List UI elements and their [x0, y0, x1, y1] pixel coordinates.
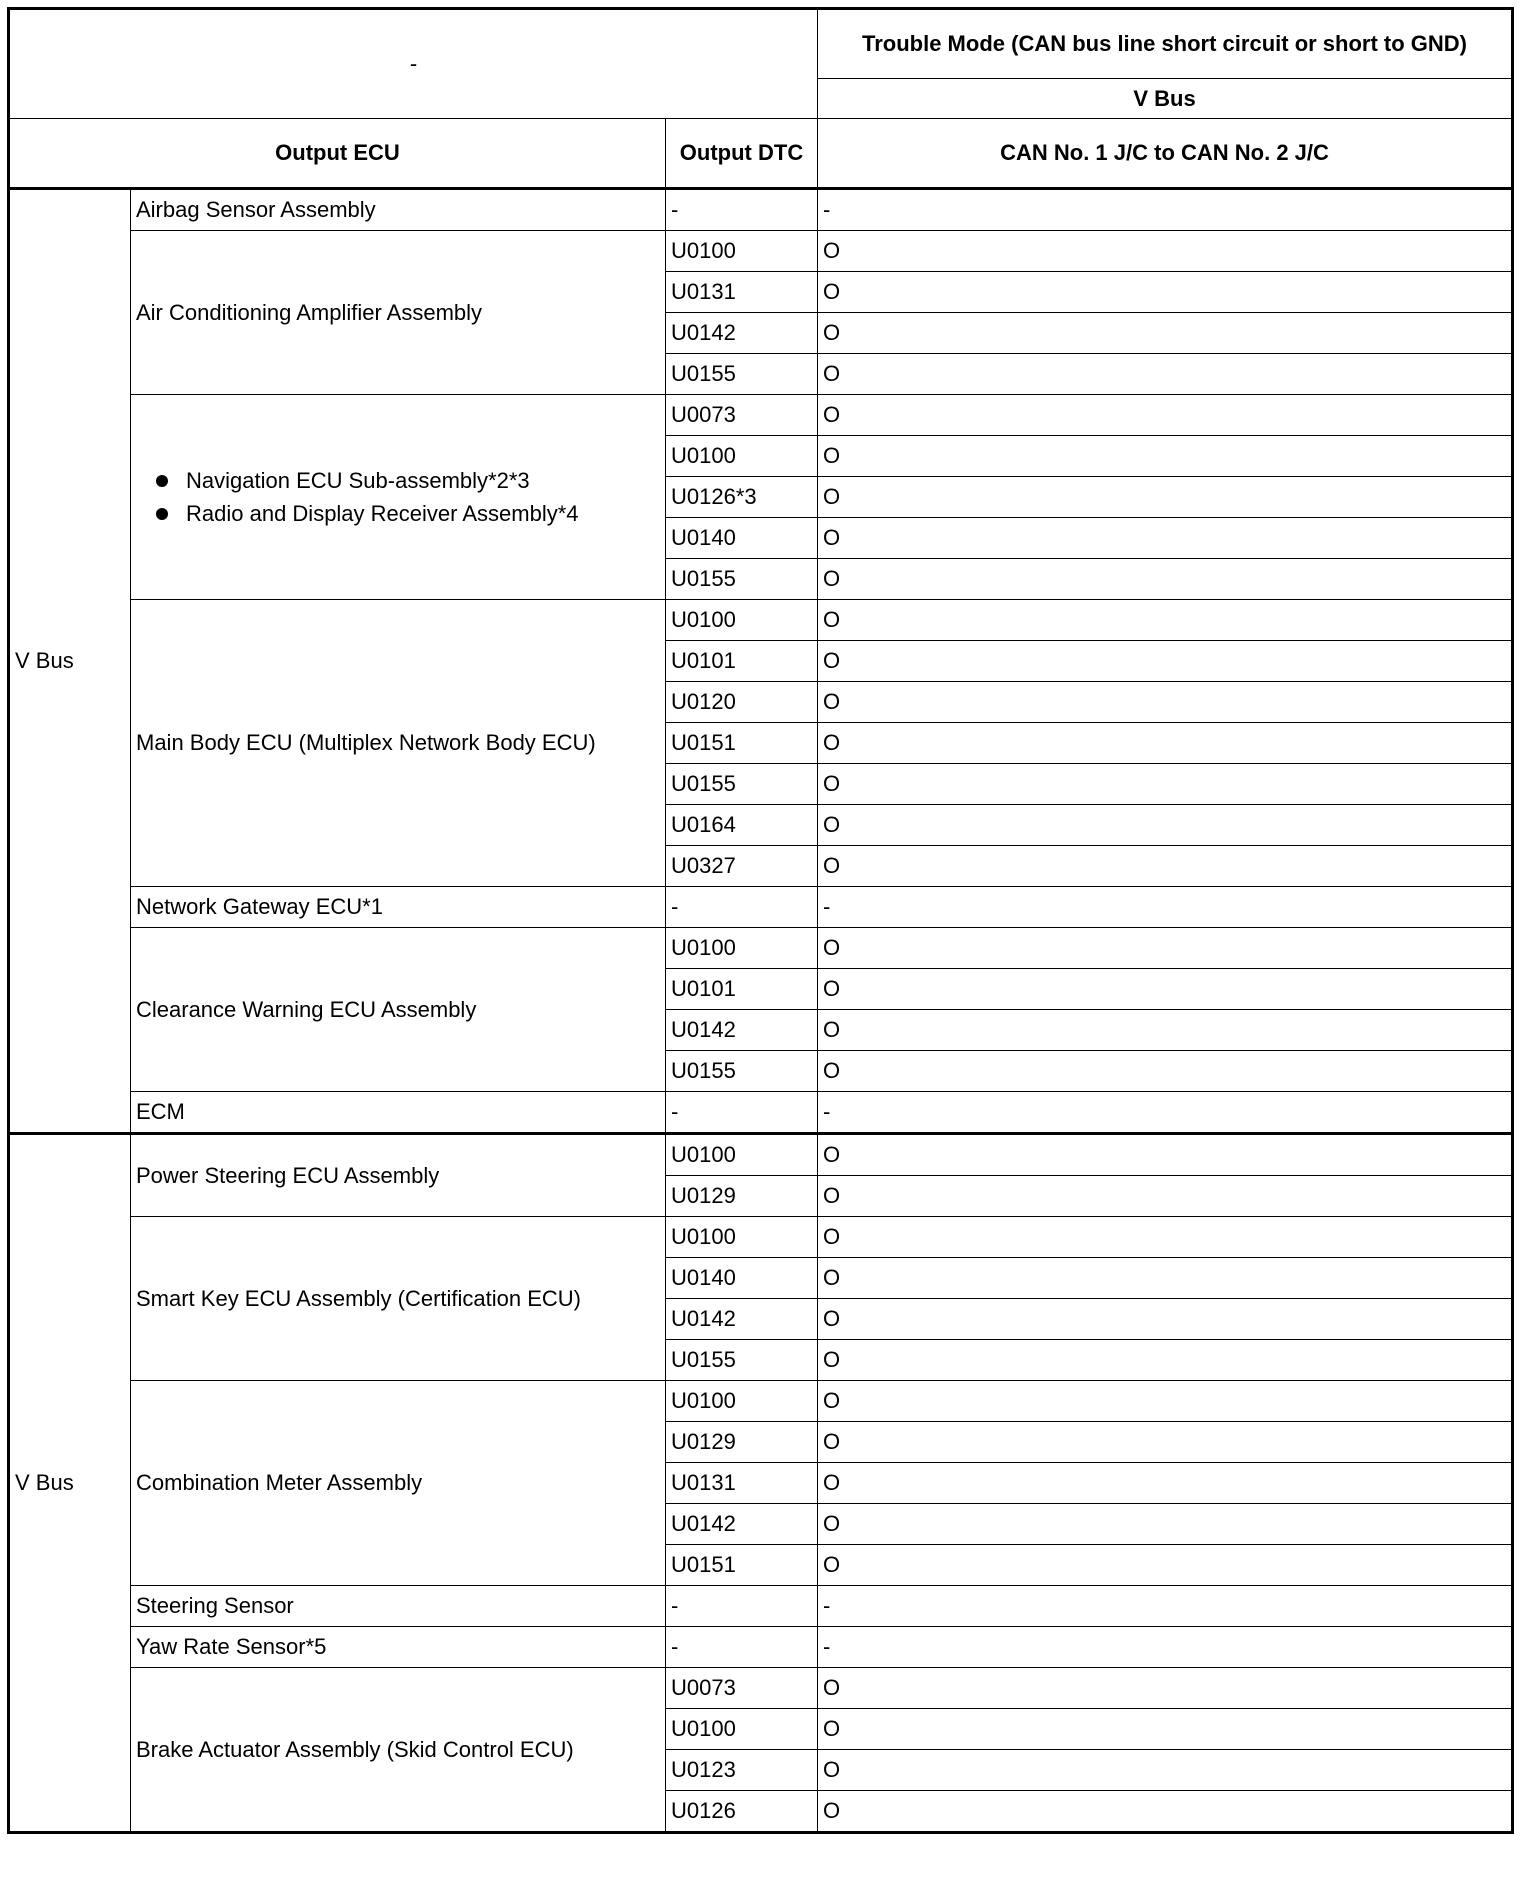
- table-row: [9, 395, 1513, 436]
- result-mark: -: [818, 1092, 1513, 1134]
- ecu-name: Power Steering ECU Assembly: [136, 1162, 440, 1188]
- dtc-code: U0131: [666, 1463, 818, 1504]
- result-mark: O: [818, 723, 1513, 764]
- dtc-code: U0155: [666, 764, 818, 805]
- ecu-name-cell: [131, 887, 666, 928]
- table-row: [9, 887, 1513, 928]
- result-mark: O: [818, 1299, 1513, 1340]
- result-mark: O: [818, 1051, 1513, 1092]
- ecu-name: Steering Sensor: [136, 1593, 294, 1618]
- table-row: [9, 1381, 1513, 1422]
- bus-cell: V Bus: [9, 189, 131, 1134]
- result-mark: O: [818, 1381, 1513, 1422]
- table-row: [9, 1668, 1513, 1709]
- result-mark: O: [818, 477, 1513, 518]
- ecu-name: ECM: [136, 1099, 185, 1124]
- result-mark: O: [818, 805, 1513, 846]
- dtc-code: -: [666, 189, 818, 231]
- ecu-name-cell: [131, 1586, 666, 1627]
- ecu-name: Airbag Sensor Assembly: [136, 197, 376, 222]
- ecu-name-cell: [131, 928, 666, 1092]
- result-mark: O: [818, 1791, 1513, 1833]
- result-mark: O: [818, 969, 1513, 1010]
- result-mark: -: [818, 887, 1513, 928]
- result-mark: O: [818, 231, 1513, 272]
- result-mark: O: [818, 1010, 1513, 1051]
- dtc-code: U0100: [666, 1709, 818, 1750]
- dtc-code: U0129: [666, 1422, 818, 1463]
- dtc-code: U0100: [666, 231, 818, 272]
- result-mark: O: [818, 682, 1513, 723]
- output-ecu-header: Output ECU: [9, 119, 666, 189]
- result-mark: O: [818, 272, 1513, 313]
- result-mark: O: [818, 600, 1513, 641]
- trouble-mode-header: Trouble Mode (CAN bus line short circuit or short to GND): [818, 9, 1513, 79]
- result-mark: -: [818, 189, 1513, 231]
- dtc-code: U0155: [666, 354, 818, 395]
- result-mark: O: [818, 641, 1513, 682]
- result-mark: O: [818, 1463, 1513, 1504]
- dtc-code: U0101: [666, 641, 818, 682]
- table-row: [9, 1627, 1513, 1668]
- ecu-name: Main Body ECU (Multiplex Network Body ECU): [136, 730, 596, 755]
- dtc-code: U0100: [666, 1134, 818, 1176]
- table-row: [9, 928, 1513, 969]
- dtc-code: -: [666, 1092, 818, 1134]
- table-row: [9, 1586, 1513, 1627]
- ecu-name-cell: [131, 1381, 666, 1586]
- dtc-code: U0151: [666, 723, 818, 764]
- result-mark: O: [818, 1750, 1513, 1791]
- dtc-code: U0101: [666, 969, 818, 1010]
- ecu-name: Navigation ECU Sub-assembly*2*3: [156, 464, 660, 497]
- dtc-code: U0155: [666, 1051, 818, 1092]
- dtc-code: U0142: [666, 313, 818, 354]
- result-mark: O: [818, 1504, 1513, 1545]
- result-mark: O: [818, 764, 1513, 805]
- ecu-name: Network Gateway ECU*1: [136, 894, 383, 919]
- dtc-code: -: [666, 1586, 818, 1627]
- section-header: CAN No. 1 J/C to CAN No. 2 J/C: [818, 119, 1513, 189]
- ecu-bullet-list: [136, 464, 660, 530]
- dtc-code: U0073: [666, 395, 818, 436]
- dtc-code: U0140: [666, 518, 818, 559]
- dtc-code: U0327: [666, 846, 818, 887]
- ecu-name-cell: [131, 1668, 666, 1833]
- table-row: [9, 1092, 1513, 1134]
- dtc-code: U0129: [666, 1176, 818, 1217]
- result-mark: O: [818, 1217, 1513, 1258]
- corner-cell: -: [9, 9, 818, 119]
- bus-cell: V Bus: [9, 1134, 131, 1833]
- result-mark: O: [818, 436, 1513, 477]
- ecu-name-cell: [131, 1134, 666, 1217]
- dtc-code: U0100: [666, 1381, 818, 1422]
- result-mark: -: [818, 1627, 1513, 1668]
- dtc-table: [7, 7, 1514, 1834]
- dtc-code: U0155: [666, 1340, 818, 1381]
- dtc-code: U0140: [666, 1258, 818, 1299]
- dtc-code: U0100: [666, 436, 818, 477]
- result-mark: O: [818, 846, 1513, 887]
- result-mark: O: [818, 1258, 1513, 1299]
- dtc-code: U0142: [666, 1299, 818, 1340]
- result-mark: O: [818, 559, 1513, 600]
- dtc-code: U0120: [666, 682, 818, 723]
- table-row: [9, 1217, 1513, 1258]
- dtc-code: U0100: [666, 928, 818, 969]
- dtc-code: U0131: [666, 272, 818, 313]
- dtc-code: U0164: [666, 805, 818, 846]
- ecu-name-cell: [131, 1627, 666, 1668]
- ecu-name-cell: [131, 231, 666, 395]
- result-mark: O: [818, 518, 1513, 559]
- dtc-code: U0155: [666, 559, 818, 600]
- dtc-code: U0151: [666, 1545, 818, 1586]
- table-row: [9, 189, 1513, 231]
- ecu-name: Air Conditioning Amplifier Assembly: [136, 299, 483, 325]
- table-body: [9, 189, 1513, 1833]
- result-mark: O: [818, 1668, 1513, 1709]
- dtc-code: U0142: [666, 1010, 818, 1051]
- bus-header: V Bus: [818, 79, 1513, 119]
- result-mark: -: [818, 1586, 1513, 1627]
- ecu-name: Clearance Warning ECU Assembly: [136, 996, 477, 1022]
- result-mark: O: [818, 928, 1513, 969]
- ecu-name-cell: [131, 395, 666, 600]
- result-mark: O: [818, 395, 1513, 436]
- ecu-name: Yaw Rate Sensor*5: [136, 1634, 327, 1659]
- ecu-name-cell: [131, 189, 666, 231]
- ecu-name-cell: [131, 600, 666, 887]
- table-row: [9, 231, 1513, 272]
- table-row: [9, 1134, 1513, 1176]
- result-mark: O: [818, 1340, 1513, 1381]
- dtc-code: U0142: [666, 1504, 818, 1545]
- dtc-code: U0123: [666, 1750, 818, 1791]
- dtc-code: U0073: [666, 1668, 818, 1709]
- result-mark: O: [818, 1176, 1513, 1217]
- ecu-name: Smart Key ECU Assembly (Certification ECU): [136, 1285, 581, 1311]
- ecu-name-cell: [131, 1092, 666, 1134]
- result-mark: O: [818, 1709, 1513, 1750]
- ecu-name: Radio and Display Receiver Assembly*4: [156, 497, 660, 530]
- result-mark: O: [818, 354, 1513, 395]
- dtc-code: U0126: [666, 1791, 818, 1833]
- dtc-code: U0100: [666, 600, 818, 641]
- result-mark: O: [818, 1545, 1513, 1586]
- table-row: [9, 600, 1513, 641]
- result-mark: O: [818, 1134, 1513, 1176]
- dtc-code: U0126*3: [666, 477, 818, 518]
- result-mark: O: [818, 1422, 1513, 1463]
- ecu-name: Combination Meter Assembly: [136, 1470, 423, 1495]
- ecu-name-cell: [131, 1217, 666, 1381]
- dtc-code: -: [666, 887, 818, 928]
- output-dtc-header: Output DTC: [666, 119, 818, 189]
- dtc-code: U0100: [666, 1217, 818, 1258]
- dtc-code: -: [666, 1627, 818, 1668]
- result-mark: O: [818, 313, 1513, 354]
- ecu-name: Brake Actuator Assembly (Skid Control ECU): [136, 1736, 574, 1762]
